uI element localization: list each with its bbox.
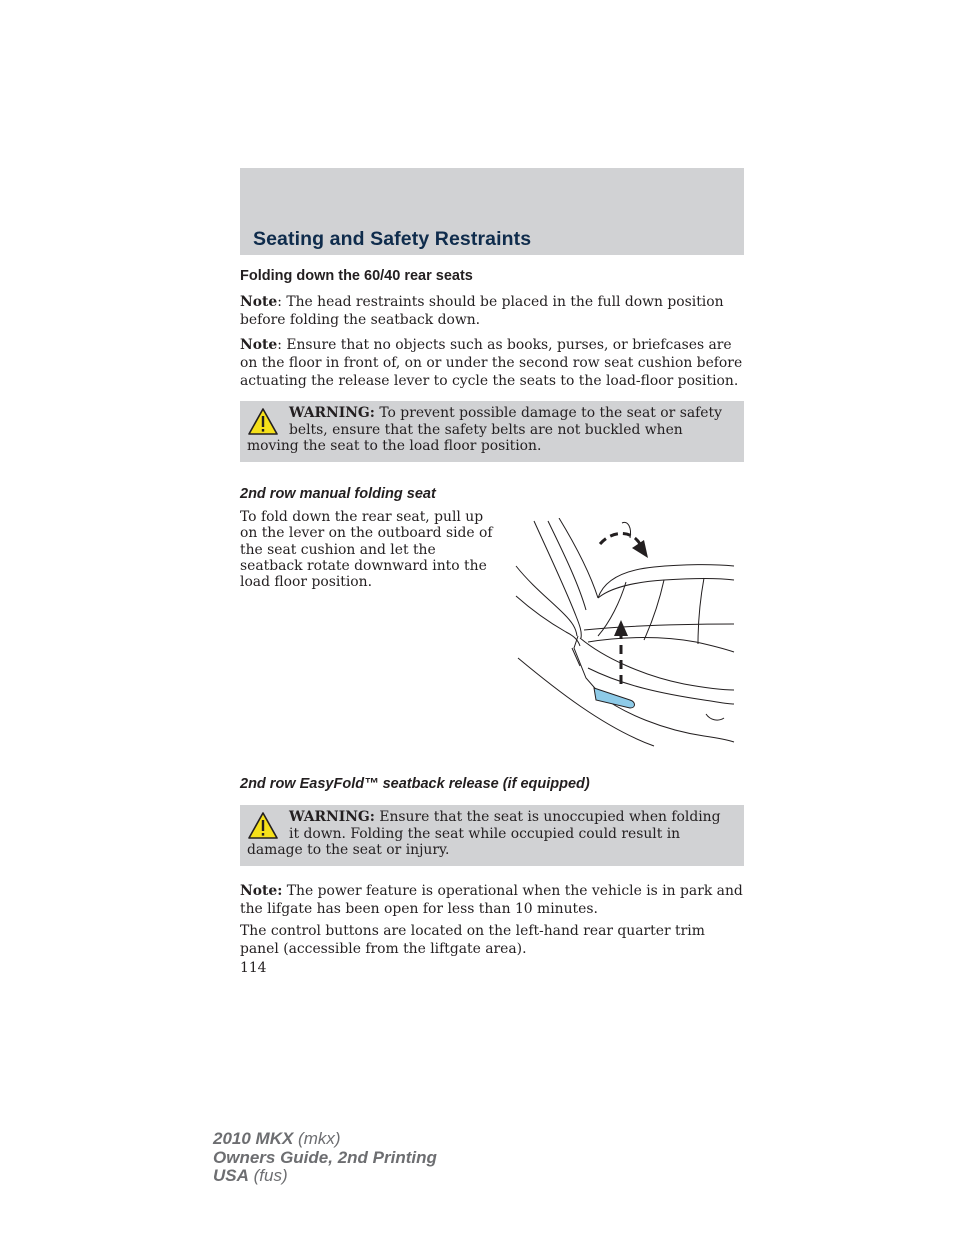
note-objects-floor — [240, 336, 744, 391]
note-power-feature — [240, 882, 744, 918]
note-text: The power feature is operational when the vehicle is in park and the lifgate has been open for less than 10 minutes. — [240, 883, 743, 918]
fold-down-arrow — [600, 534, 640, 545]
warning-triangle-icon — [247, 407, 279, 437]
document-footer — [213, 1130, 437, 1186]
heading-easyfold-release: 2nd row EasyFold™ seatback release (if equipped) — [240, 776, 590, 792]
seatback-outline — [534, 521, 581, 638]
manual-folding-instructions: To fold down the rear seat, pull up on the lever on the outboard side of the seat cushion and let the seatback rotate downward into the load floor position. — [240, 509, 493, 591]
seat-folding-illustration — [514, 518, 736, 750]
note-label: Note — [240, 337, 278, 353]
footer-market-code: (fus) — [248, 1166, 288, 1186]
warning-box-seatbelts — [240, 401, 744, 462]
warning-triangle-icon — [247, 811, 279, 841]
warning-text: Ensure that the seat is unoccupied when folding it down. Folding the seat while occupied could result in damage to the seat or injury. — [247, 809, 721, 859]
footer-market: USA — [213, 1166, 249, 1186]
section-title: Seating and Safety Restraints — [253, 228, 532, 250]
warning-text: To prevent possible damage to the seat or safety belts, ensure that the safety belts are not buckled when moving the seat to the load floor position. — [247, 405, 722, 455]
section-header-band — [240, 168, 744, 255]
note-head-restraints — [240, 293, 744, 329]
heading-manual-folding: 2nd row manual folding seat — [240, 486, 436, 502]
note-label: Note: — [240, 883, 283, 899]
page-number: 114 — [240, 960, 267, 976]
warning-label: WARNING: — [289, 405, 375, 421]
note-label: Note — [240, 294, 278, 310]
footer-model-code: (mkx) — [293, 1129, 341, 1148]
footer-line-model — [213, 1130, 437, 1149]
control-buttons-location: The control buttons are located on the left-hand rear quarter trim panel (accessible from the liftgate area). — [240, 923, 705, 958]
footer-printing: Owners Guide, 2nd Printing — [213, 1147, 437, 1167]
note-text: : Ensure that no objects such as books, purses, or briefcases are on the floor in front of, on or under the second row seat cushion before actuating the release lever to cycle the seats to the load-floor position. — [240, 337, 743, 390]
warning-box-unoccupied — [240, 805, 744, 866]
heading-folding-down: Folding down the 60/40 rear seats — [240, 268, 473, 284]
footer-model: 2010 MKX — [213, 1129, 294, 1148]
warning-label: WARNING: — [289, 809, 375, 825]
note-text: : The head restraints should be placed in the full down position before folding the seatback down. — [240, 294, 724, 329]
